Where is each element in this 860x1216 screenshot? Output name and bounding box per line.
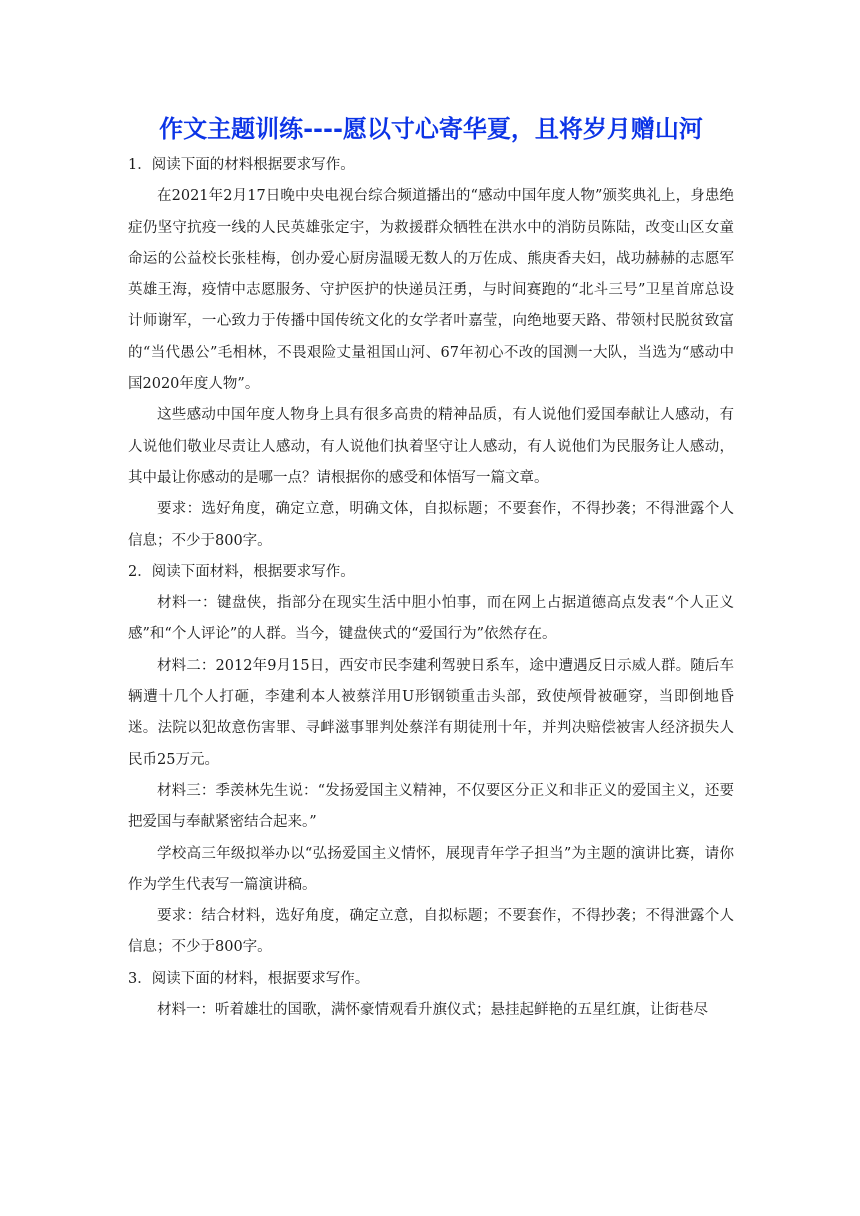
question-2-material-1: 材料一：键盘侠，指部分在现实生活中胆小怕事，而在网上占据道德高点发表“个人正义感”和“个人评论”的人群。当今，键盘侠式的“爱国行为”依然存在。 <box>128 595 734 643</box>
question-3-heading: 3．阅读下面的材料，根据要求写作。 <box>128 970 370 987</box>
question-1-material: 在2021年2月17日晚中央电视台综合频道播出的“感动中国年度人物”颁奖典礼上，身患绝症仍坚守抗疫一线的人民英雄张定宇，为救援群众牺牲在洪水中的消防员陈陆，改变山区女童命运的公益校长张桂梅，创办爱心厨房温暖无数人的万佐成、熊庚香夫妇，战功赫赫的志愿军英雄王海，疫情中志愿服务、守护医护的快递员汪勇，与时间赛跑的“北斗三号”卫星首席总设计师谢军，一心致力于传播中国传统文化的女学者叶嘉莹，向绝地要天路、带领村民脱贫致富的“当代愚公”毛相林，不畏艰险丈量祖国山河、67年初心不改的国测一大队，当选为“感动中国2020年度人物”。 <box>128 188 734 393</box>
question-1-heading: 1．阅读下面的材料根据要求写作。 <box>128 157 355 173</box>
question-1-prompt: 这些感动中国年度人物身上具有很多高贵的精神品质，有人说他们爱国奉献让人感动，有人说他们敬业尽责让人感动，有人说他们执着坚守让人感动，有人说他们为民服务让人感动，其中最让你感动的是哪一点？请根据你的感受和体悟写一篇文章。 <box>128 407 734 486</box>
question-2-heading: 2．阅读下面材料，根据要求写作。 <box>128 563 355 580</box>
question-3-material-1: 材料一：听着雄壮的国歌，满怀豪情观看升旗仪式；悬挂起鲜艳的五星红旗，让街巷尽 <box>157 1002 708 1019</box>
question-2-requirements: 要求：结合材料，选好角度，确定立意，自拟标题；不要套作，不得抄袭；不得泄露个人信息；不少于800字。 <box>128 908 734 956</box>
question-2-material-2: 材料二：2012年9月15日，西安市民李建利驾驶日系车，途中遭遇反日示威人群。随后车辆遭十几个人打砸，李建利本人被蔡洋用U形钢锁重击头部，致使颅骨被砸穿，当即倒地昏迷。法院以犯故意伤害罪、寻衅滋事罪判处蔡洋有期徒刑十年，并判决赔偿被害人经济损失人民币25万元。 <box>128 657 734 768</box>
document-page <box>128 108 734 1026</box>
question-1-requirements: 要求：选好角度，确定立意，明确文体，自拟标题；不要套作，不得抄袭；不得泄露个人信息；不少于800字。 <box>128 501 734 549</box>
question-2-material-3: 材料三：季羡林先生说：“发扬爱国主义精神，不仅要区分正义和非正义的爱国主义，还要把爱国与奉献紧密结合起来。” <box>128 782 734 831</box>
document-title: 作文主题训练----愿以寸心寄华夏，且将岁月赠山河 <box>159 115 703 143</box>
question-2-prompt: 学校高三年级拟举办以“弘扬爱国主义情怀，展现青年学子担当”为主题的演讲比赛，请你作为学生代表写一篇演讲稿。 <box>128 845 734 893</box>
